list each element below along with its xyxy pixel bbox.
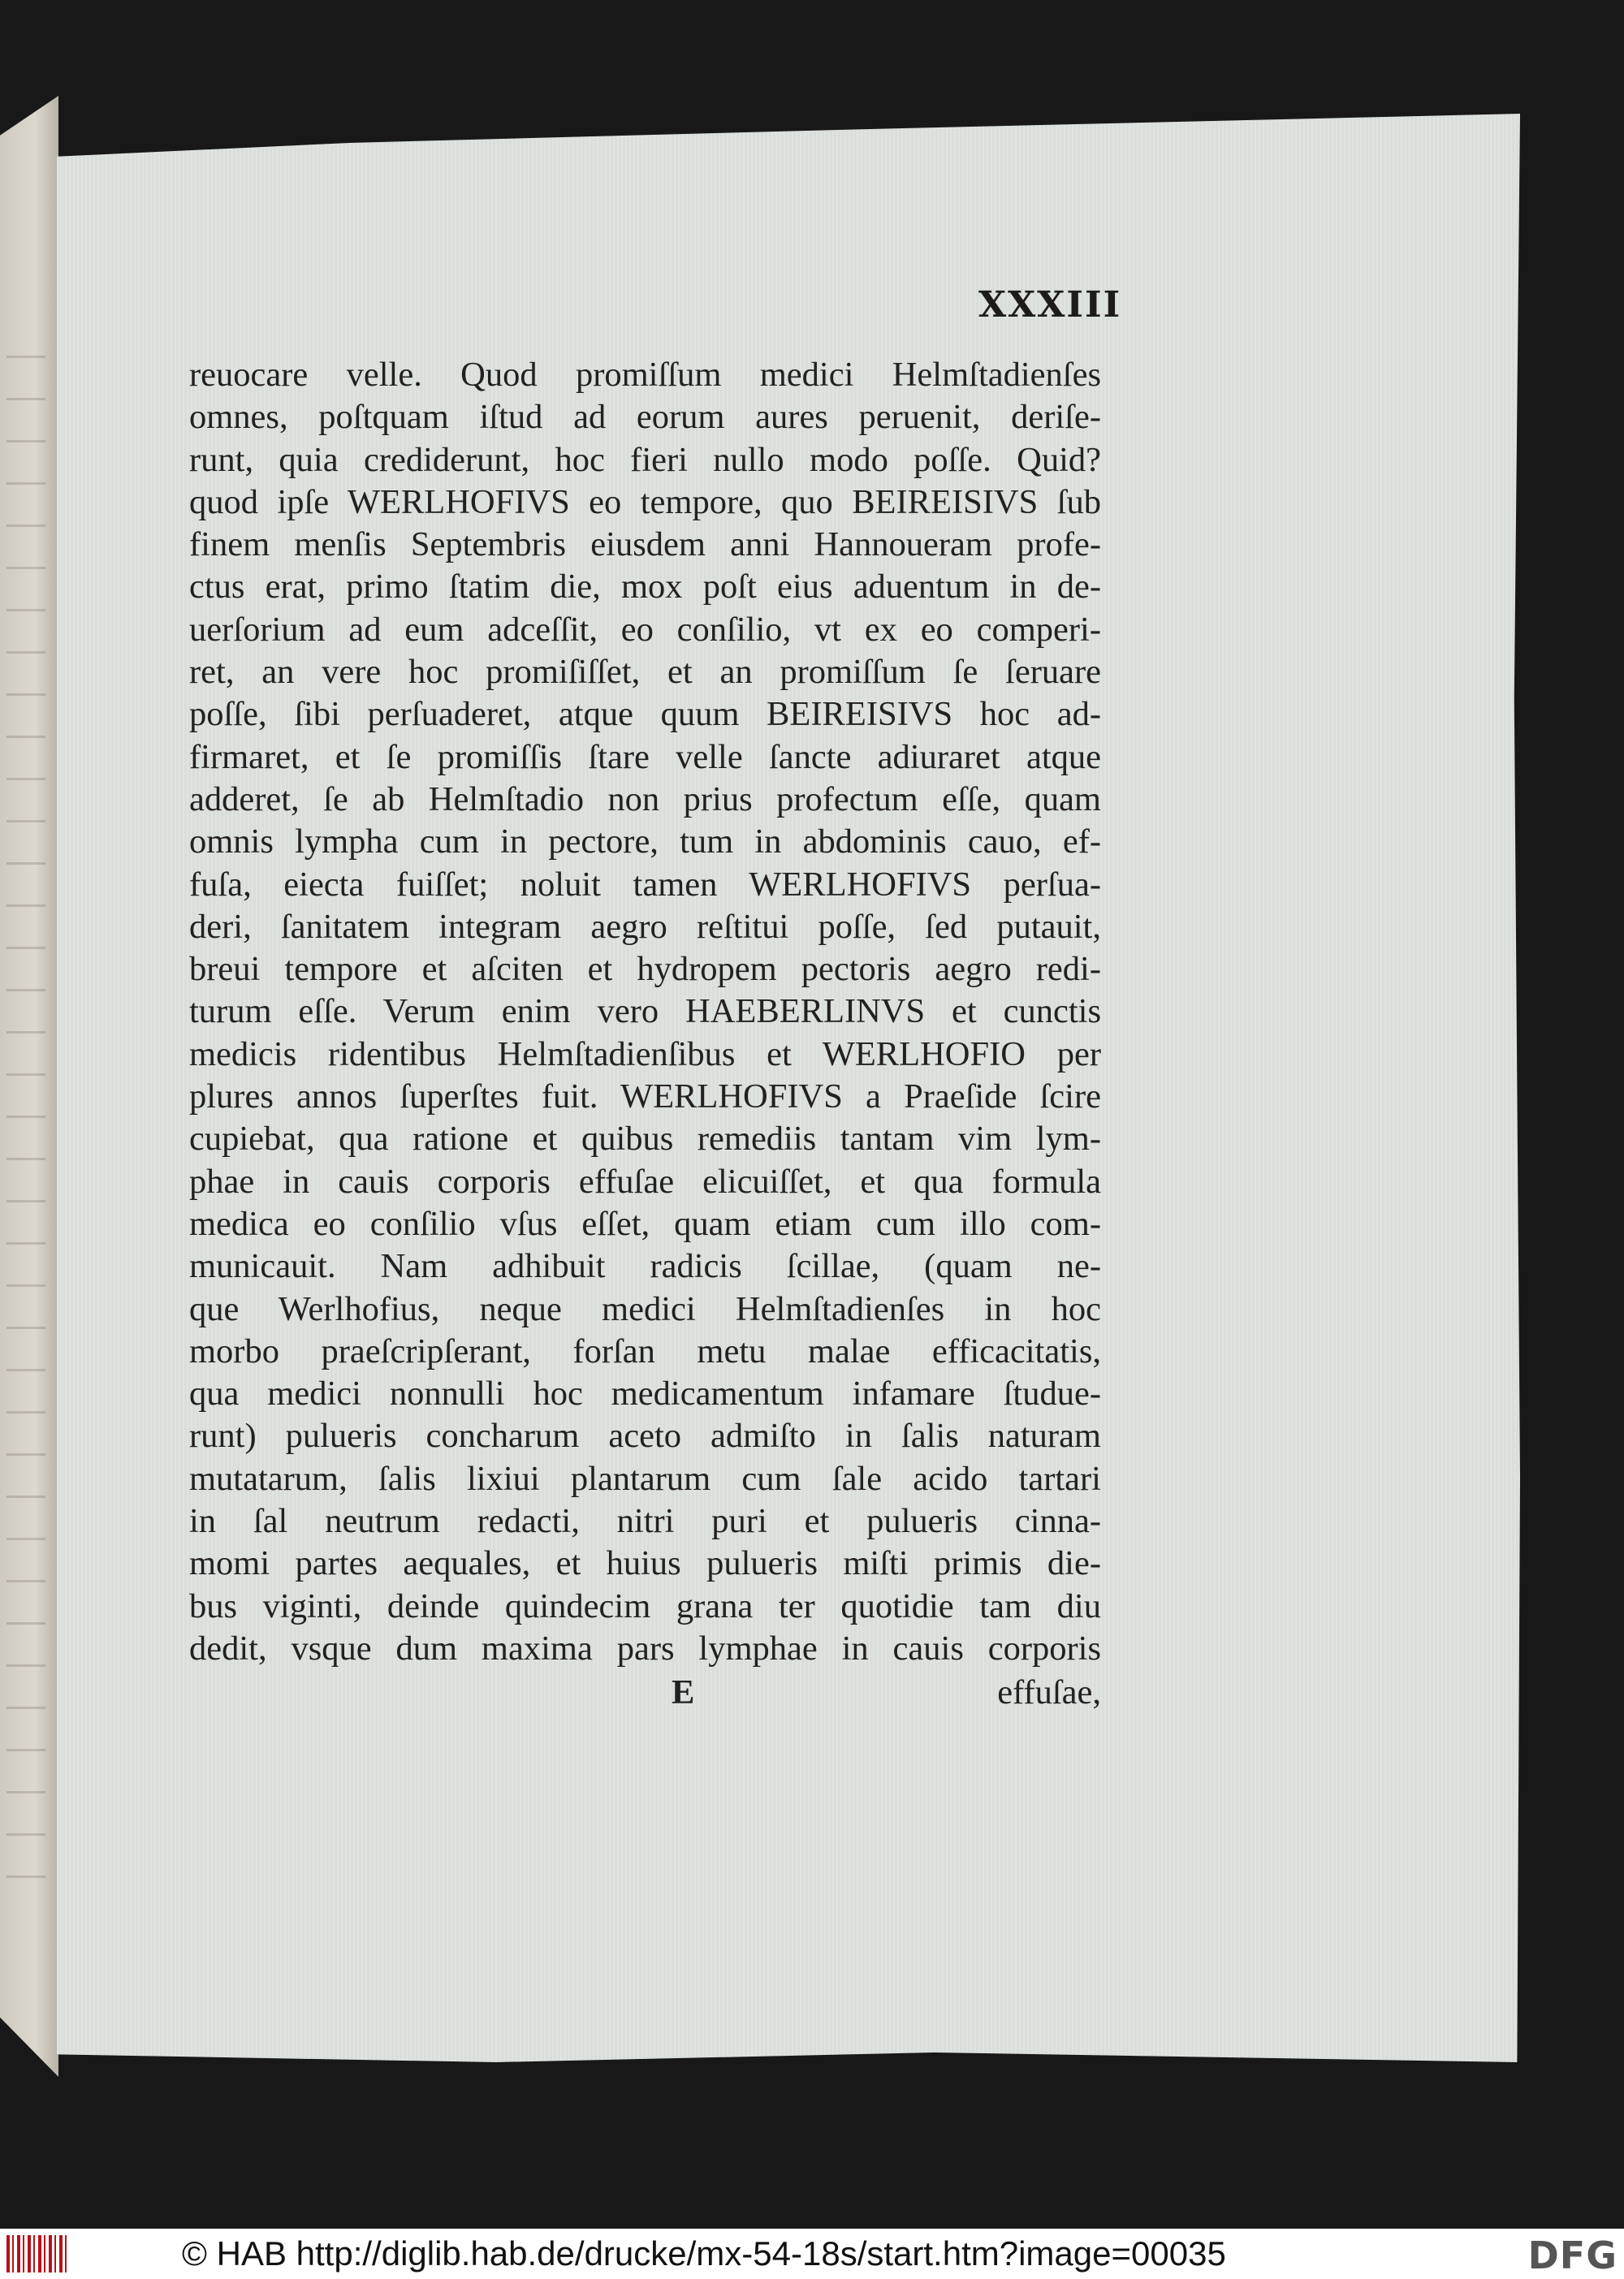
text-line: ctus erat, primo ſtatim die, mox poſt eius aduentum in de- — [189, 568, 1101, 606]
text-line: qua medici nonnulli hoc medicamentum infamare ſtudue- — [189, 1375, 1101, 1414]
text-line: runt) pulueris concharum aceto admiſto in ſalis naturam — [189, 1417, 1101, 1456]
text-line: municauit. Nam adhibuit radicis ſcillae, (quam ne- — [189, 1247, 1101, 1286]
text-line: in ſal neutrum redacti, nitri puri et pulueris cinna- — [189, 1502, 1101, 1541]
text-line: dedit, vsque dum maxima pars lymphae in cauis corporis — [189, 1629, 1101, 1668]
dfg-logo: DFG — [1527, 2234, 1618, 2277]
text-line: omnes, poſtquam iſtud ad eorum aures peruenit, deriſe- — [189, 398, 1101, 437]
text-line: que Werlhofius, neque medici Helmſtadienſes in hoc — [189, 1289, 1101, 1328]
text-line: fuſa, eiecta fuiſſet; noluit tamen WERLHOFIVS perſua- — [189, 865, 1101, 904]
text-line: uerſorium ad eum adceſſit, eo conſilio, vt ex eo comperi- — [189, 610, 1101, 649]
text-line: breui tempore et aſciten et hydropem pectoris aegro redi- — [189, 950, 1101, 989]
text-line: medica eo conſilio vſus eſſet, quam etiam cum illo com- — [189, 1204, 1101, 1243]
text-line: firmaret, et ſe promiſſis ſtare velle ſancte adiuraret atque — [189, 737, 1101, 776]
body-text — [189, 354, 1101, 1670]
text-line: adderet, ſe ab Helmſtadio non prius profectum eſſe, quam — [189, 779, 1101, 818]
text-line: quod ipſe WERLHOFIVS eo tempore, quo BEIREISIVS ſub — [189, 482, 1101, 521]
page-number: XXXIII — [978, 284, 1122, 326]
text-line: medicis ridentibus Helmſtadienſibus et WERLHOFIO per — [189, 1034, 1101, 1073]
previous-page-edge — [0, 96, 58, 2077]
text-line: turum eſſe. Verum enim vero HAEBERLINVS et cunctis — [189, 992, 1101, 1031]
text-line: ret, an vere hoc promiſiſſet, et an promiſſum ſe ſeruare — [189, 653, 1101, 692]
credit-bar — [0, 2229, 1624, 2279]
catchword: effuſae, — [997, 1673, 1101, 1711]
text-line: cupiebat, qua ratione et quibus remediis tantam vim lym- — [189, 1120, 1101, 1159]
text-line: omnis lympha cum in pectore, tum in abdominis cauo, ef- — [189, 822, 1101, 861]
text-line: finem menſis Septembris eiusdem anni Hannoueram profe- — [189, 525, 1101, 564]
text-line: reuocare velle. Quod promiſſum medici Helmſtadienſes — [189, 356, 1101, 394]
text-line: bus viginti, deinde quindecim grana ter quotidie tam diu — [189, 1586, 1101, 1625]
credit-text[interactable]: © HAB http://diglib.hab.de/drucke/mx-54-18s/start.htm?image=00035 — [182, 2234, 1226, 2273]
text-line: plures annos ſuperſtes fuit. WERLHOFIVS a Praeſide ſcire — [189, 1077, 1101, 1116]
text-line: poſſe, ſibi perſuaderet, atque quum BEIREISIVS hoc ad- — [189, 695, 1101, 734]
text-line: morbo praeſcripſerant, forſan metu malae efficacitatis, — [189, 1332, 1101, 1370]
signature-mark: E — [672, 1673, 695, 1711]
hab-barcode-icon — [6, 2235, 67, 2273]
text-line: runt, quia crediderunt, hoc fieri nullo modo poſſe. Quid? — [189, 440, 1101, 479]
text-line: mutatarum, ſalis lixiui plantarum cum ſale acido tartari — [189, 1459, 1101, 1498]
text-line: momi partes aequales, et huius pulueris miſti primis die- — [189, 1544, 1101, 1583]
text-line: phae in cauis corporis effuſae elicuiſſet, et qua formula — [189, 1162, 1101, 1201]
previous-page-text-fragments — [6, 356, 45, 1898]
text-line: deri, ſanitatem integram aegro reſtitui poſſe, ſed putauit, — [189, 907, 1101, 946]
